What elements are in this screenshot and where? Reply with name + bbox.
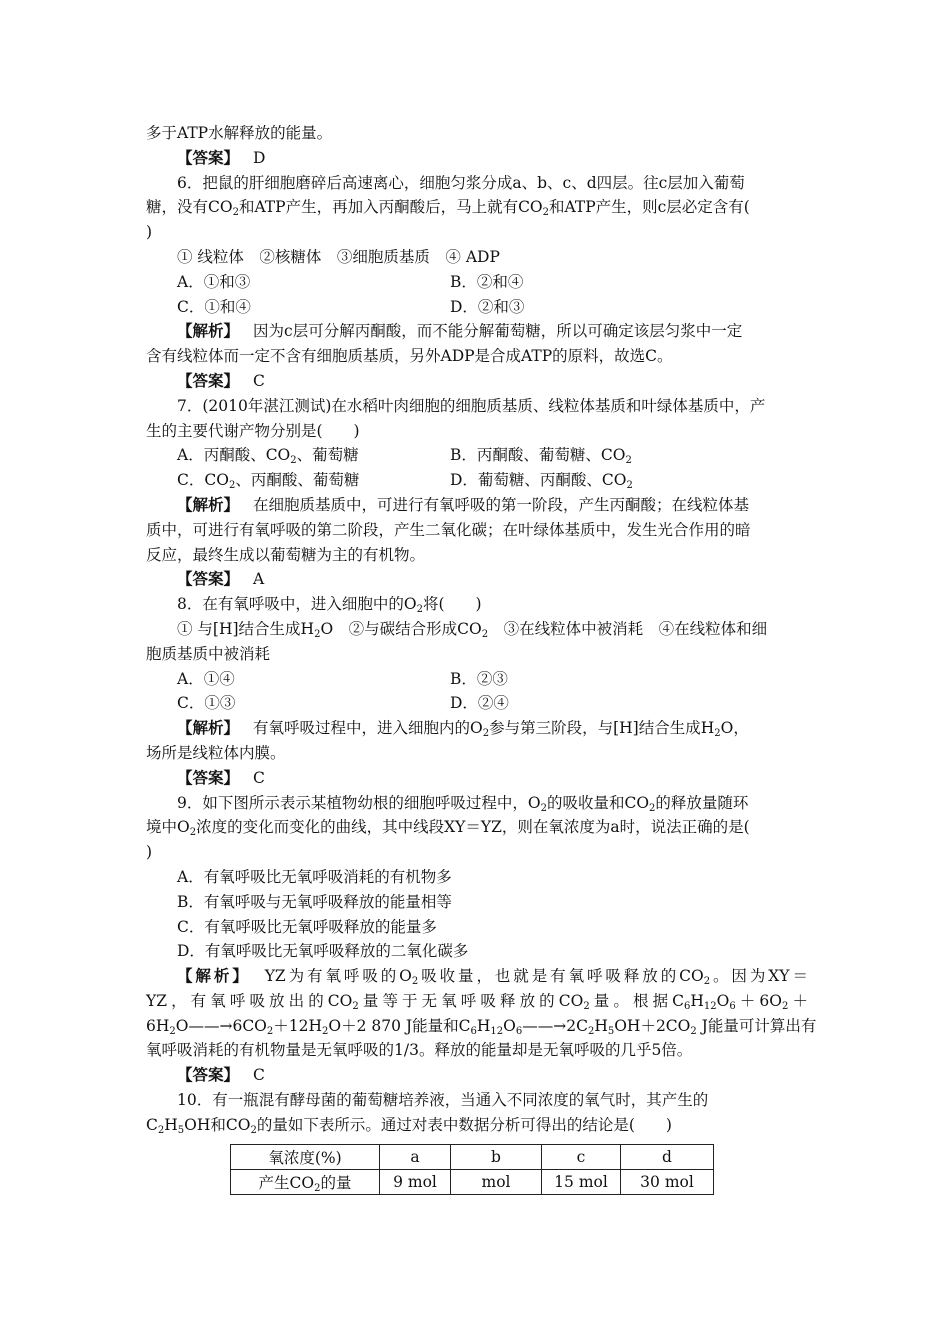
answer-line [146,766,808,791]
option-a: A．有氧呼吸比无氧呼吸消耗的有机物多 [177,867,452,886]
explain-label: 【解析】 [177,718,240,738]
options-row [146,443,808,468]
text-run: D．葡萄糖、丙酮酸、CO [450,471,627,490]
subscript: 5 [607,1025,615,1037]
text-run: 有氧呼吸过程中，进入细胞内的O [253,719,483,738]
subscript: 2 [266,1025,274,1037]
options-row [146,270,808,295]
text-run: 在细胞质基质中，可进行有氧呼吸的第一阶段，产生丙酮酸；在线粒体基 [253,495,750,514]
table-cell: 30 mol [621,1170,714,1195]
option-d: D．②和③ [450,297,525,316]
subscript: 2 [290,455,297,467]
option-c: C．①③ [177,694,236,713]
text-run: J能量可计算出有 [696,1016,817,1035]
text-run: ③在线粒体中被消耗 ④在线粒体和细 [488,619,768,638]
text-run: 的释放量随环 [655,793,749,812]
option-d: D．②④ [450,694,509,713]
explanation-line [146,964,808,989]
data-table [230,1144,714,1195]
options-row [146,295,808,320]
text-run: H [690,991,704,1010]
answer-value: D [253,148,266,167]
explain-label: 【解析】 [177,494,240,514]
answer-value: C [253,768,265,787]
answer-line [146,369,808,394]
subscript: 2 [232,207,239,219]
question-8-items-cont: 胞质基质中被消耗 [146,644,271,663]
explain-label: 【解析】 [177,321,240,341]
explanation-line [146,1014,817,1039]
subscript: 5 [177,1124,185,1136]
text-run: 的量 [320,1174,352,1192]
text-run: 8．在有氧呼吸中，进入细胞中的O [177,595,417,614]
answer-label: 【答案】 [177,569,240,589]
option-b [450,443,632,468]
text-run: O， [720,719,749,738]
option-a: A．①④ [177,669,235,688]
subscript: 2 [416,604,423,616]
text-run: H [164,1115,178,1134]
table-cell: c [542,1145,621,1170]
subscript: 6 [515,1025,523,1037]
subscript: 2 [782,1000,789,1012]
question-10-line-1: 10．有一瓶混有酵母菌的葡萄糖培养液，当通入不同浓度的氧气时，其产生的 [177,1091,709,1110]
question-9-line-2 [146,815,808,840]
subscript: 2 [690,1025,697,1037]
text-run: H [476,1016,491,1035]
explanation-line: 反应，最终生成以葡萄糖为主的有机物。 [146,545,426,564]
table-row [231,1170,714,1195]
answer-value: C [253,371,265,390]
subscript: 2 [714,728,721,740]
answer-line [146,567,808,592]
explanation-line [146,493,808,518]
subscript: 6 [470,1025,477,1037]
options-row [146,468,808,493]
text-run: 产生CO [258,1174,315,1192]
option-b: B．②③ [450,669,508,688]
text-run: 9．如下图所示表示某植物幼根的细胞呼吸过程中，O [177,793,541,812]
table-cell: 氧浓度(%) [231,1145,380,1170]
table-header-row [231,1145,714,1170]
text-run: OH和CO [184,1115,251,1134]
answer-value: C [253,1066,265,1085]
explain-label: 【解析】 [177,966,251,986]
subscript: 12 [490,1025,504,1037]
text-run: OH＋2CO [614,1016,691,1035]
text-run: 的量如下表所示。通过对表中数据分析可得出的结论是( ) [256,1115,672,1134]
text-run: YZ为有氧呼吸的O [264,967,412,986]
table-cell: d [621,1145,714,1170]
subscript: 6 [729,1000,736,1012]
subscript: 2 [314,628,321,640]
question-8-items [146,617,808,642]
text-run: ＋6O [735,991,782,1010]
subscript: 2 [587,1025,595,1037]
text-run: 的吸收量和CO [546,793,650,812]
text-run: O ②与碳结合形成CO [320,619,482,638]
text-run: 浓度的变化而变化的曲线，其中线段XY＝YZ，则在氧浓度为a时，说法正确的是( [196,818,750,837]
text-run: 量。根据C [589,991,685,1010]
table-cell: 9 mol [380,1170,451,1195]
answer-label: 【答案】 [177,370,240,390]
option-b: B．②和④ [450,272,524,291]
answer-value: A [253,570,265,589]
subscript: 12 [703,1000,717,1012]
text-run: O [716,991,730,1010]
question-10-line-2 [146,1113,808,1138]
text-run: 。因为XY＝ [710,967,808,986]
subscript: 2 [411,976,419,988]
question-8-line-1 [146,592,808,617]
explanation-line [146,319,808,344]
option-c: C．①和④ [177,297,251,316]
table-cell: b [451,1145,542,1170]
answer-label: 【答案】 [177,147,240,167]
option-a: A．①和③ [177,272,251,291]
option-b: B．有氧呼吸与无氧呼吸释放的能量相等 [177,892,452,911]
subscript: 2 [649,802,656,814]
text-run: C [146,1115,158,1134]
question-7-line-1: 7．(2010年湛江测试)在水稻叶肉细胞的细胞质基质、线粒体基质和叶绿体基质中，产 [177,396,766,415]
option-d: D．有氧呼吸比无氧呼吸释放的二氧化碳多 [177,942,469,961]
text-run: 和ATP产生，则c层必定含有( [549,198,750,217]
text-run: 和ATP产生，再加入丙酮酸后，马上就有CO [238,198,543,217]
explanation-line [146,989,808,1014]
subscript: 2 [352,1000,359,1012]
text-run: B．丙酮酸、葡萄糖、CO [450,446,626,465]
subscript: 2 [322,1025,329,1037]
subscript: 2 [228,480,236,492]
text-run: 量等于无氧呼吸释放的CO [358,991,584,1010]
text-run: 吸收量，也就是有氧呼吸释放的CO [418,967,704,986]
subscript: 2 [625,455,632,467]
text-run: YZ，有氧呼吸放出的CO [146,991,353,1010]
option-a [177,443,450,468]
question-6-items: ① 线粒体 ②核糖体 ③细胞质基质 ④ ADP [177,247,500,266]
text-run: 糖，没有CO [146,198,233,217]
text-line: 多于ATP水解释放的能量。 [146,124,333,142]
text-run: 境中O [146,818,190,837]
subscript: 2 [189,827,197,839]
subscript: 2 [703,976,711,988]
subscript: 2 [626,480,633,492]
text-run: ——→2C [522,1016,588,1035]
answer-line [146,1063,808,1088]
text-run: 、丙酮酸、葡萄糖 [235,471,360,490]
subscript: 2 [583,1000,590,1012]
table-cell: 15 mol [542,1170,621,1195]
question-9-line-3: ) [146,843,153,862]
text-run: ① 与[H]结合生成H [177,619,315,638]
text-run: 因为c层可分解丙酮酸，而不能分解葡萄糖，所以可确定该层匀浆中一定 [253,322,743,341]
text-run: O——→6CO [175,1016,267,1035]
question-6-line-2 [146,195,808,220]
subscript: 2 [250,1124,257,1136]
text-run: C．CO [177,471,229,490]
table-cell: a [380,1145,451,1170]
answer-line [146,146,808,171]
document-body [146,121,817,1138]
answer-label: 【答案】 [177,767,240,787]
text-run: ＋ [788,991,808,1010]
explanation-line [146,716,808,741]
options-row [146,691,808,716]
text-run: 6H [146,1016,170,1035]
options-row [146,667,808,692]
table-cell [231,1170,380,1195]
text-run: 将( ) [422,595,482,614]
subscript: 6 [684,1000,691,1012]
text-run: 、葡萄糖 [296,446,359,465]
explanation-line: 质中，可进行有氧呼吸的第二阶段，产生二氧化碳；在叶绿体基质中，发生光合作用的暗 [146,520,751,539]
answer-label: 【答案】 [177,1065,240,1085]
explanation-line: 氧呼吸消耗的有机物量是无氧呼吸的1/3。释放的能量却是无氧呼吸的几乎5倍。 [146,1041,693,1060]
question-6-line-3: ) [146,223,153,242]
option-c [177,468,450,493]
text-run: 参与第三阶段，与[H]结合生成H [489,719,715,738]
option-d [450,468,633,493]
subscript: 2 [482,728,490,740]
option-c: C．有氧呼吸比无氧呼吸释放的能量多 [177,917,437,936]
subscript: 2 [157,1124,165,1136]
question-7-line-2: 生的主要代谢产物分别是( ) [146,421,360,440]
subscript: 2 [314,1183,321,1194]
explanation-line: 含有线粒体而一定不含有细胞质基质，另外ADP是合成ATP的原料，故选C。 [146,347,673,366]
text-run: O [503,1016,516,1035]
subscript: 2 [540,802,547,814]
text-run: ＋12H [273,1016,323,1035]
subscript: 2 [169,1025,176,1037]
text-run: A．丙酮酸、CO [177,446,291,465]
subscript: 2 [542,207,550,219]
table-cell: mol [451,1170,542,1195]
text-run: O＋2 870 J能量和C [328,1016,471,1035]
text-run: H [594,1016,608,1035]
question-6-line-1: 6．把鼠的肝细胞磨碎后高速离心，细胞匀浆分成a、b、c、d四层。往c层加入葡萄 [177,173,745,192]
explanation-line: 场所是线粒体内膜。 [146,743,286,762]
question-9-line-1 [146,791,808,816]
subscript: 2 [481,628,489,640]
